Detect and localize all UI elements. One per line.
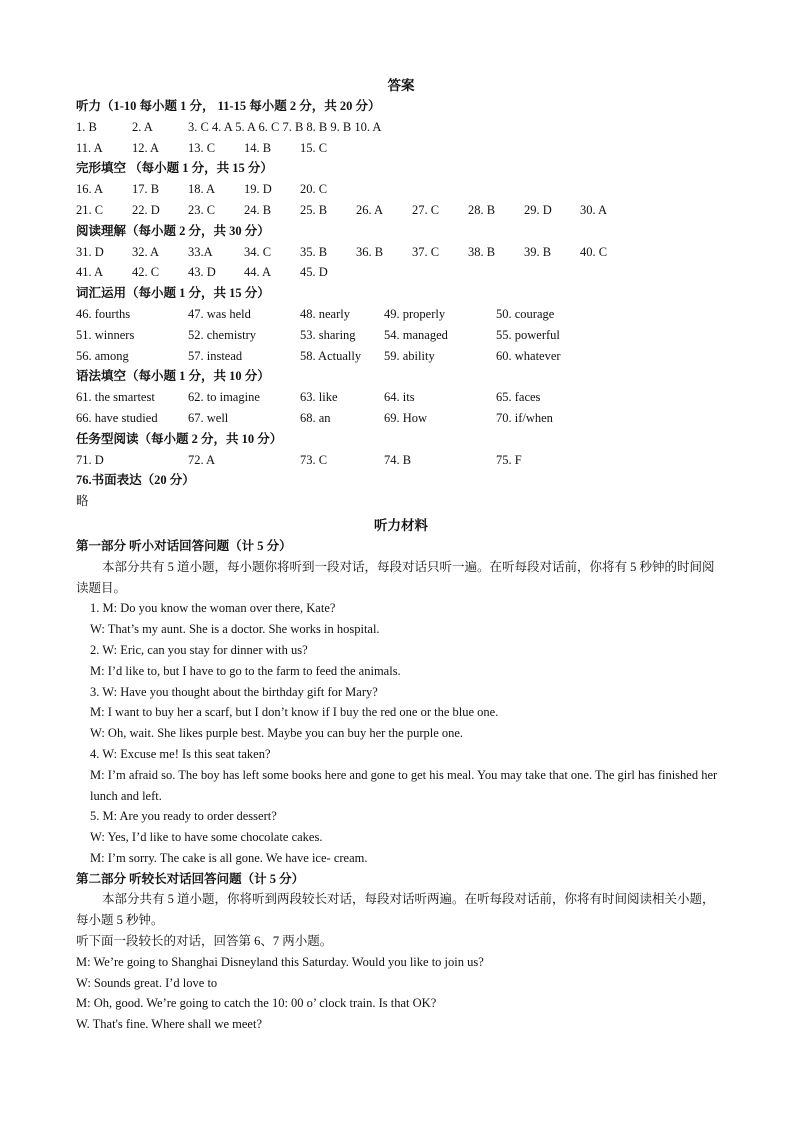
answer-cell: 36. B	[356, 244, 384, 259]
dialogue-line: M: I want to buy her a scarf, but I don’t know if I buy the red one or the blue one.	[90, 705, 499, 720]
answer-cell: 69. How	[384, 410, 428, 425]
answer-cell: 26. A	[356, 202, 384, 217]
section-heading: 任务型阅读（每小题 2 分，共 10 分）	[76, 431, 283, 446]
answer-cell: 70. if/when	[496, 410, 553, 425]
answer-cell: 18. A	[188, 182, 216, 197]
part2-heading: 第二部分 听较长对话回答问题（计 5 分）	[76, 871, 305, 886]
answer-cell: 35. B	[300, 244, 328, 259]
answer-cell: 27. C	[412, 202, 440, 217]
answer-cell: 44. A	[244, 265, 272, 280]
answer-cell: 17. B	[132, 182, 160, 197]
document-page	[76, 76, 726, 1035]
part1-heading: 第一部分 听小对话回答问题（计 5 分）	[76, 538, 292, 553]
answer-cell: 3. C 4. A 5. A 6. C 7. B 8. B 9. B 10. A	[188, 119, 382, 134]
answer-cell: 38. B	[468, 244, 496, 259]
answer-cell: 63. like	[300, 390, 338, 405]
answer-cell: 31. D	[76, 244, 104, 259]
dialogue-line: M: I’d like to, but I have to go to the farm to feed the animals.	[90, 663, 401, 678]
answer-cell: 66. have studied	[76, 410, 158, 425]
answer-row	[76, 200, 726, 221]
answer-cell: 11. A	[76, 140, 103, 155]
part2-dialogue	[76, 952, 726, 1035]
answer-cell: 55. powerful	[496, 327, 560, 342]
answer-cell: 74. B	[384, 452, 412, 467]
answer-cell: 71. D	[76, 452, 104, 467]
dialogue-line: M: We’re going to Shanghai Disneyland this Saturday. Would you like to join us?	[76, 954, 484, 969]
section-heading: 词汇运用（每小题 1 分，共 15 分）	[76, 286, 270, 301]
answer-cell: 14. B	[244, 140, 272, 155]
answer-cell: 57. instead	[188, 348, 243, 363]
answer-cell: 19. D	[244, 182, 272, 197]
answer-cell: 60. whatever	[496, 348, 561, 363]
part2-intro: 本部分共有 5 道小题，你将听到两段较长对话，每段对话听两遍。在听每段对话前，你将有时间阅读相关小题，每小题 5 秒钟。	[76, 892, 715, 928]
answer-cell: 49. properly	[384, 306, 446, 321]
dialogue-line: W: That’s my aunt. She is a doctor. She works in hospital.	[90, 622, 380, 637]
part1-intro: 本部分共有 5 道小题，每小题你将听到一段对话，每段对话只听一遍。在听每段对话前，你将有 5 秒钟的时间阅读题目。	[76, 559, 715, 595]
answer-sections	[76, 96, 726, 470]
answer-row	[76, 346, 726, 367]
answer-cell: 56. among	[76, 348, 129, 363]
dialogue-line: W: Yes, I’d like to have some chocolate cakes.	[90, 830, 323, 845]
answer-cell: 51. winners	[76, 327, 135, 342]
answer-cell: 29. D	[524, 202, 552, 217]
answer-row	[76, 179, 726, 200]
dialogue-line: M: I’m sorry. The cake is all gone. We have ice- cream.	[90, 850, 368, 865]
dialogue-line: 4. W: Excuse me! Is this seat taken?	[90, 746, 271, 761]
answer-cell: 13. C	[188, 140, 216, 155]
section-heading: 完形填空 （每小题 1 分，共 15 分）	[76, 161, 273, 176]
answer-row	[76, 138, 726, 159]
answer-cell: 33.A	[188, 244, 213, 259]
part1-dialogue	[76, 598, 726, 868]
answer-row	[76, 387, 726, 408]
dialogue-line: W. That's fine. Where shall we meet?	[76, 1017, 262, 1032]
answer-row	[76, 408, 726, 429]
section-heading: 阅读理解（每小题 2 分，共 30 分）	[76, 223, 270, 238]
dialogue-line: 5. M: Are you ready to order dessert?	[90, 809, 277, 824]
part2-lead: 听下面一段较长的对话，回答第 6、7 两小题。	[76, 934, 333, 949]
answer-cell: 30. A	[580, 202, 608, 217]
answer-cell: 2. A	[132, 119, 153, 134]
answer-cell: 16. A	[76, 182, 104, 197]
section-heading: 语法填空（每小题 1 分，共 10 分）	[76, 369, 270, 384]
answer-cell: 64. its	[384, 390, 415, 405]
answer-cell: 54. managed	[384, 327, 448, 342]
answer-cell: 42. C	[132, 265, 160, 280]
answer-cell: 1. B	[76, 119, 97, 134]
dialogue-line: M: Oh, good. We’re going to catch the 10: 00 o’ clock train. Is that OK?	[76, 996, 437, 1011]
answer-cell: 47. was held	[188, 306, 251, 321]
answer-cell: 12. A	[132, 140, 160, 155]
answer-cell: 45. D	[300, 265, 328, 280]
answer-cell: 43. D	[188, 265, 216, 280]
dialogue-line: W: Sounds great. I’d love to	[76, 975, 218, 990]
dialogue-line: 3. W: Have you thought about the birthday gift for Mary?	[90, 684, 378, 699]
answer-cell: 28. B	[468, 202, 496, 217]
answer-cell: 52. chemistry	[188, 327, 257, 342]
answer-cell: 25. B	[300, 202, 328, 217]
answer-cell: 75. F	[496, 452, 522, 467]
answer-row	[76, 304, 726, 325]
answer-cell: 62. to imagine	[188, 390, 260, 405]
section-heading: 听力（1-10 每小题 1 分， 11-15 每小题 2 分，共 20 分）	[76, 99, 381, 113]
answer-row	[76, 450, 726, 471]
answer-cell: 46. fourths	[76, 306, 131, 321]
answer-cell: 61. the smartest	[76, 390, 155, 405]
answer-cell: 73. C	[300, 452, 328, 467]
answer-cell: 67. well	[188, 410, 229, 425]
listening-title: 听力材料	[374, 517, 428, 533]
answer-cell: 37. C	[412, 244, 440, 259]
answer-row	[76, 325, 726, 346]
answers-title: 答案	[387, 78, 415, 93]
answer-cell: 41. A	[76, 265, 104, 280]
dialogue-line: 2. W: Eric, can you stay for dinner with us?	[90, 642, 308, 657]
answer-row	[76, 117, 726, 138]
answer-cell: 48. nearly	[300, 306, 350, 321]
answer-row	[76, 242, 726, 263]
answer-cell: 32. A	[132, 244, 160, 259]
answer-cell: 15. C	[300, 140, 328, 155]
answer-cell: 53. sharing	[300, 327, 356, 342]
answer-row	[76, 262, 726, 283]
writing-heading: 76.书面表达（20 分）	[76, 473, 195, 488]
answer-cell: 23. C	[188, 202, 216, 217]
answer-cell: 20. C	[300, 182, 328, 197]
answer-cell: 58. Actually	[300, 348, 362, 363]
answer-cell: 22. D	[132, 202, 160, 217]
answer-cell: 21. C	[76, 202, 104, 217]
writing-answer: 略	[76, 494, 89, 509]
answer-cell: 72. A	[188, 452, 216, 467]
dialogue-line: M: I’m afraid so. The boy has left some books here and gone to get his meal. You may take that one. The girl has finished her lunch and left.	[90, 767, 718, 803]
answer-cell: 59. ability	[384, 348, 435, 363]
answer-cell: 39. B	[524, 244, 552, 259]
dialogue-line: 1. M: Do you know the woman over there, Kate?	[90, 601, 336, 616]
answer-cell: 68. an	[300, 410, 331, 425]
answer-cell: 50. courage	[496, 306, 555, 321]
dialogue-line: W: Oh, wait. She likes purple best. Maybe you can buy her the purple one.	[90, 726, 464, 741]
answer-cell: 65. faces	[496, 390, 541, 405]
answer-cell: 40. C	[580, 244, 608, 259]
answer-cell: 24. B	[244, 202, 272, 217]
answer-cell: 34. C	[244, 244, 272, 259]
